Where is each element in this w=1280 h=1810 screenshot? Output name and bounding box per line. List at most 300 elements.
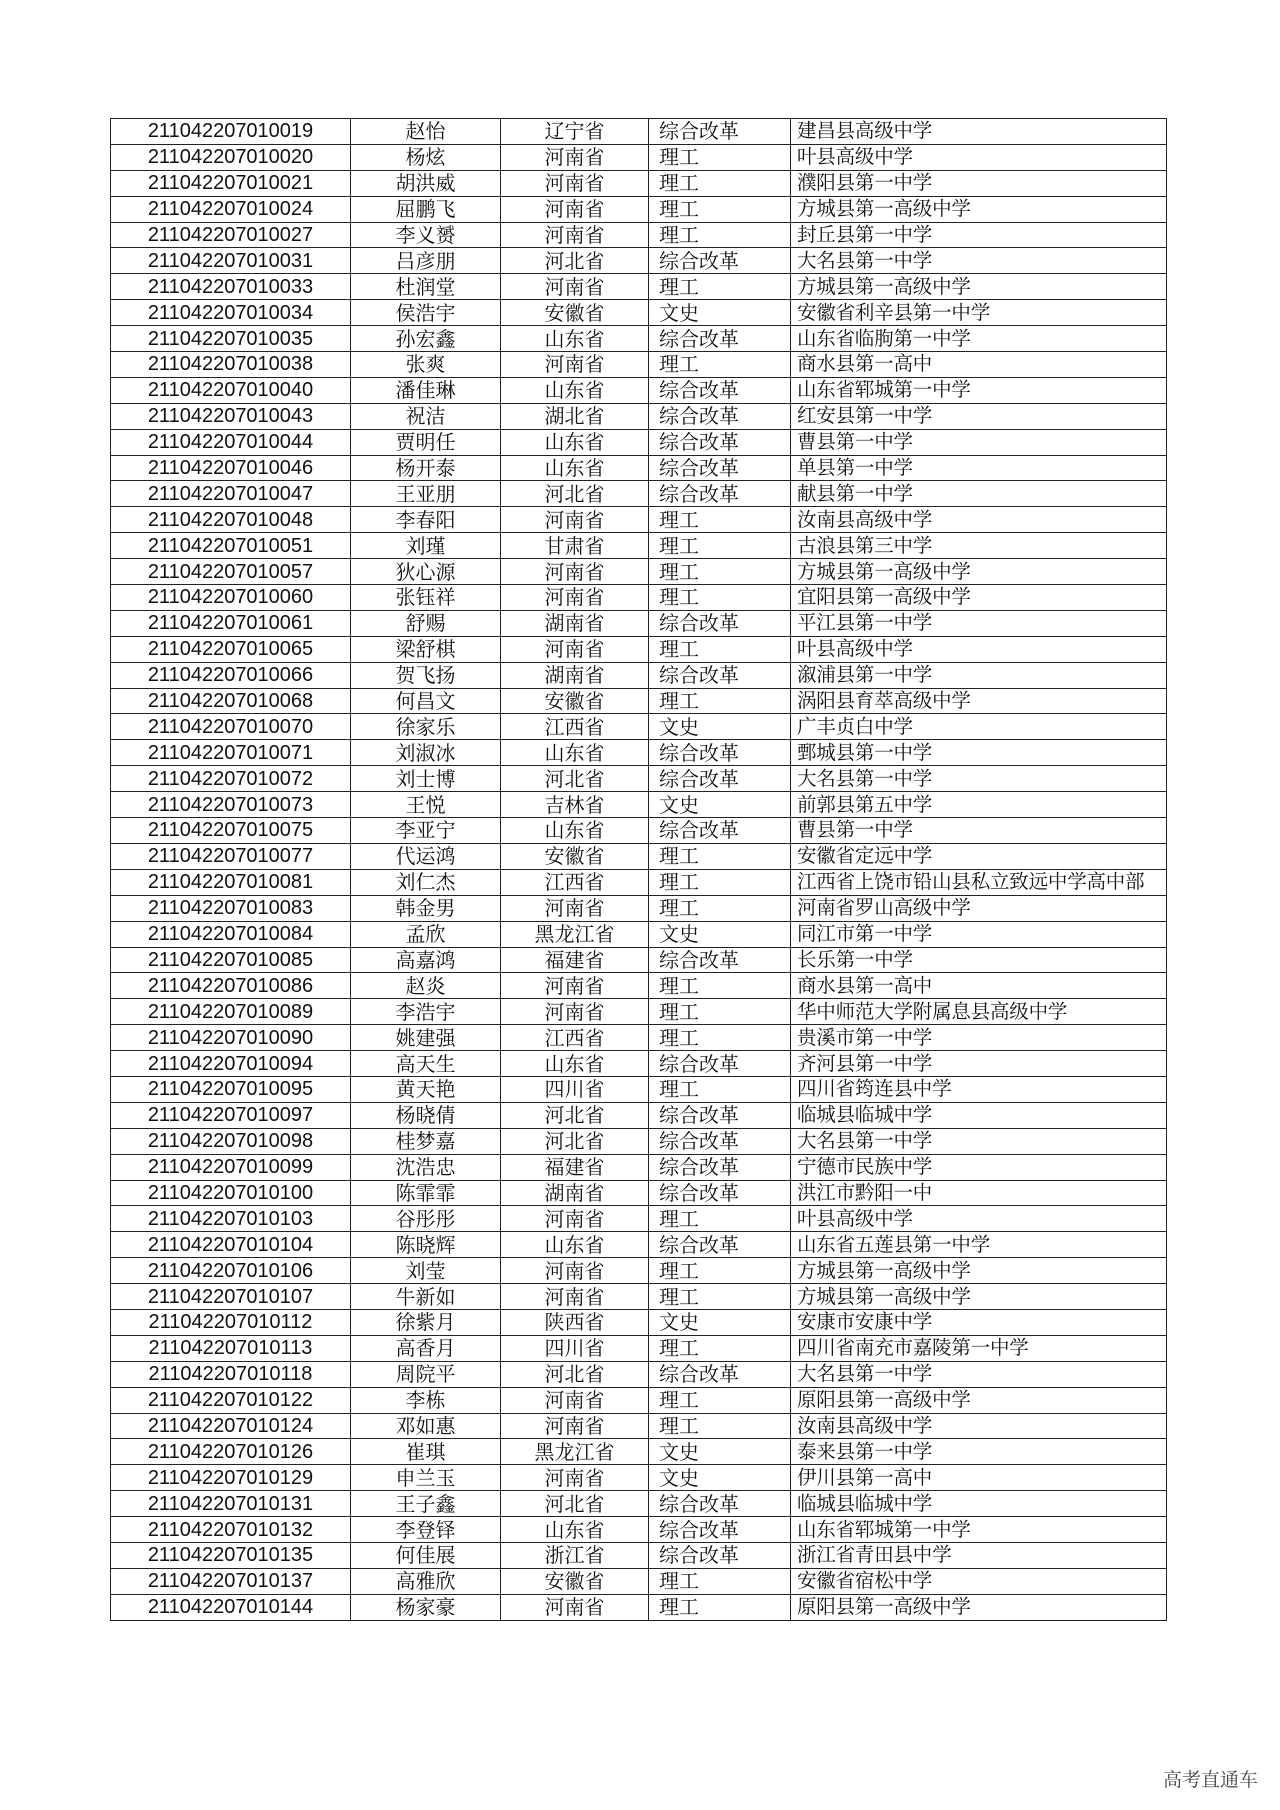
school-cell: 宜阳县第一高级中学: [791, 585, 1167, 611]
category-cell: 理工: [649, 1284, 791, 1310]
table-row: [111, 533, 1167, 559]
province-cell: 江西省: [501, 1025, 649, 1051]
student-id-cell: 211042207010033: [111, 274, 351, 300]
table-row: [111, 1465, 1167, 1491]
category-cell: 综合改革: [649, 740, 791, 766]
student-id-cell: 211042207010024: [111, 196, 351, 222]
school-cell: 山东省郓城第一中学: [791, 377, 1167, 403]
student-id-cell: 211042207010095: [111, 1076, 351, 1102]
province-cell: 河南省: [501, 507, 649, 533]
table-row: [111, 869, 1167, 895]
table-row: [111, 248, 1167, 274]
province-cell: 河南省: [501, 585, 649, 611]
province-cell: 安徽省: [501, 688, 649, 714]
table-row: [111, 1154, 1167, 1180]
category-cell: 理工: [649, 507, 791, 533]
student-name-cell: 谷彤彤: [351, 1206, 501, 1232]
table-row: [111, 429, 1167, 455]
table-row: [111, 818, 1167, 844]
province-cell: 四川省: [501, 1335, 649, 1361]
table-row: [111, 222, 1167, 248]
school-cell: 大名县第一中学: [791, 1361, 1167, 1387]
school-cell: 安康市安康中学: [791, 1309, 1167, 1335]
table-row: [111, 688, 1167, 714]
student-name-cell: 刘淑冰: [351, 740, 501, 766]
province-cell: 河北省: [501, 1491, 649, 1517]
table-row: [111, 300, 1167, 326]
category-cell: 综合改革: [649, 1102, 791, 1128]
student-name-cell: 韩金男: [351, 895, 501, 921]
table-row: [111, 947, 1167, 973]
school-cell: 长乐第一中学: [791, 947, 1167, 973]
school-cell: 叶县高级中学: [791, 144, 1167, 170]
province-cell: 河南省: [501, 636, 649, 662]
province-cell: 河北省: [501, 481, 649, 507]
province-cell: 河南省: [501, 973, 649, 999]
student-name-cell: 杨晓倩: [351, 1102, 501, 1128]
student-id-cell: 211042207010048: [111, 507, 351, 533]
category-cell: 综合改革: [649, 610, 791, 636]
category-cell: 理工: [649, 1568, 791, 1594]
school-cell: 广丰贞白中学: [791, 714, 1167, 740]
student-name-cell: 高香月: [351, 1335, 501, 1361]
student-id-cell: 211042207010066: [111, 662, 351, 688]
category-cell: 综合改革: [649, 119, 791, 145]
student-name-cell: 刘仁杰: [351, 869, 501, 895]
student-id-cell: 211042207010021: [111, 170, 351, 196]
school-cell: 四川省筠连县中学: [791, 1076, 1167, 1102]
school-cell: 前郭县第五中学: [791, 792, 1167, 818]
student-id-cell: 211042207010071: [111, 740, 351, 766]
student-name-cell: 王子鑫: [351, 1491, 501, 1517]
school-cell: 古浪县第三中学: [791, 533, 1167, 559]
province-cell: 安徽省: [501, 1568, 649, 1594]
school-cell: 伊川县第一高中: [791, 1465, 1167, 1491]
student-id-cell: 211042207010107: [111, 1284, 351, 1310]
student-id-cell: 211042207010124: [111, 1413, 351, 1439]
school-cell: 平江县第一中学: [791, 610, 1167, 636]
student-name-cell: 沈浩忠: [351, 1154, 501, 1180]
student-name-cell: 高雅欣: [351, 1568, 501, 1594]
province-cell: 湖北省: [501, 403, 649, 429]
province-cell: 江西省: [501, 869, 649, 895]
student-id-cell: 211042207010070: [111, 714, 351, 740]
school-cell: 红安县第一中学: [791, 403, 1167, 429]
school-cell: 商水县第一高中: [791, 352, 1167, 378]
school-cell: 单县第一中学: [791, 455, 1167, 481]
student-id-cell: 211042207010051: [111, 533, 351, 559]
school-cell: 曹县第一中学: [791, 429, 1167, 455]
student-name-cell: 刘瑾: [351, 533, 501, 559]
student-id-cell: 211042207010044: [111, 429, 351, 455]
category-cell: 理工: [649, 688, 791, 714]
category-cell: 综合改革: [649, 766, 791, 792]
school-cell: 封丘县第一中学: [791, 222, 1167, 248]
table-row: [111, 1258, 1167, 1284]
table-row: [111, 999, 1167, 1025]
table-row: [111, 1128, 1167, 1154]
student-id-cell: 211042207010113: [111, 1335, 351, 1361]
student-id-cell: 211042207010086: [111, 973, 351, 999]
category-cell: 理工: [649, 843, 791, 869]
table-row: [111, 973, 1167, 999]
school-cell: 溆浦县第一中学: [791, 662, 1167, 688]
student-id-cell: 211042207010068: [111, 688, 351, 714]
table-row: [111, 1387, 1167, 1413]
province-cell: 山东省: [501, 740, 649, 766]
student-name-cell: 侯浩宇: [351, 300, 501, 326]
table-row: [111, 610, 1167, 636]
category-cell: 理工: [649, 144, 791, 170]
student-name-cell: 王悦: [351, 792, 501, 818]
school-cell: 安徽省宿松中学: [791, 1568, 1167, 1594]
student-id-cell: 211042207010084: [111, 921, 351, 947]
student-name-cell: 徐家乐: [351, 714, 501, 740]
student-id-cell: 211042207010027: [111, 222, 351, 248]
student-name-cell: 高嘉鸿: [351, 947, 501, 973]
school-cell: 齐河县第一中学: [791, 1051, 1167, 1077]
student-name-cell: 姚建强: [351, 1025, 501, 1051]
table-row: [111, 119, 1167, 145]
student-name-cell: 李义赟: [351, 222, 501, 248]
category-cell: 综合改革: [649, 1361, 791, 1387]
school-cell: 大名县第一中学: [791, 1128, 1167, 1154]
category-cell: 理工: [649, 585, 791, 611]
table-row: [111, 1439, 1167, 1465]
table-row: [111, 559, 1167, 585]
table-row: [111, 843, 1167, 869]
student-id-cell: 211042207010112: [111, 1309, 351, 1335]
school-cell: 山东省郓城第一中学: [791, 1517, 1167, 1543]
student-name-cell: 祝洁: [351, 403, 501, 429]
student-id-cell: 211042207010118: [111, 1361, 351, 1387]
student-id-cell: 211042207010081: [111, 869, 351, 895]
student-name-cell: 李春阳: [351, 507, 501, 533]
province-cell: 福建省: [501, 947, 649, 973]
school-cell: 大名县第一中学: [791, 766, 1167, 792]
table-row: [111, 636, 1167, 662]
province-cell: 河北省: [501, 766, 649, 792]
category-cell: 理工: [649, 1413, 791, 1439]
table-row: [111, 1180, 1167, 1206]
school-cell: 方城县第一高级中学: [791, 1284, 1167, 1310]
province-cell: 山东省: [501, 1232, 649, 1258]
school-cell: 洪江市黔阳一中: [791, 1180, 1167, 1206]
student-name-cell: 牛新如: [351, 1284, 501, 1310]
student-name-cell: 孟欣: [351, 921, 501, 947]
school-cell: 四川省南充市嘉陵第一中学: [791, 1335, 1167, 1361]
table-row: [111, 1542, 1167, 1568]
province-cell: 福建省: [501, 1154, 649, 1180]
student-name-cell: 陈霏霏: [351, 1180, 501, 1206]
school-cell: 江西省上饶市铅山县私立致远中学高中部: [791, 869, 1167, 895]
student-name-cell: 黄天艳: [351, 1076, 501, 1102]
student-id-cell: 211042207010085: [111, 947, 351, 973]
student-id-cell: 211042207010098: [111, 1128, 351, 1154]
student-id-cell: 211042207010038: [111, 352, 351, 378]
province-cell: 河南省: [501, 1258, 649, 1284]
student-id-cell: 211042207010104: [111, 1232, 351, 1258]
student-name-cell: 舒赐: [351, 610, 501, 636]
table-row: [111, 585, 1167, 611]
category-cell: 综合改革: [649, 1154, 791, 1180]
student-name-cell: 李登铎: [351, 1517, 501, 1543]
student-id-cell: 211042207010144: [111, 1594, 351, 1620]
table-row: [111, 921, 1167, 947]
student-name-cell: 贺飞扬: [351, 662, 501, 688]
student-name-cell: 张爽: [351, 352, 501, 378]
category-cell: 理工: [649, 1594, 791, 1620]
school-cell: 方城县第一高级中学: [791, 559, 1167, 585]
student-name-cell: 桂梦嘉: [351, 1128, 501, 1154]
category-cell: 综合改革: [649, 947, 791, 973]
province-cell: 湖南省: [501, 610, 649, 636]
school-cell: 浙江省青田县中学: [791, 1542, 1167, 1568]
category-cell: 文史: [649, 1309, 791, 1335]
table-row: [111, 403, 1167, 429]
province-cell: 安徽省: [501, 300, 649, 326]
student-id-cell: 211042207010132: [111, 1517, 351, 1543]
province-cell: 河南省: [501, 559, 649, 585]
student-name-cell: 崔琪: [351, 1439, 501, 1465]
province-cell: 四川省: [501, 1076, 649, 1102]
student-id-cell: 211042207010034: [111, 300, 351, 326]
student-name-cell: 陈晓辉: [351, 1232, 501, 1258]
student-id-cell: 211042207010100: [111, 1180, 351, 1206]
province-cell: 黑龙江省: [501, 1439, 649, 1465]
table-row: [111, 352, 1167, 378]
student-id-cell: 211042207010129: [111, 1465, 351, 1491]
school-cell: 商水县第一高中: [791, 973, 1167, 999]
category-cell: 综合改革: [649, 377, 791, 403]
school-cell: 汝南县高级中学: [791, 507, 1167, 533]
table-row: [111, 144, 1167, 170]
province-cell: 安徽省: [501, 843, 649, 869]
table-row: [111, 1491, 1167, 1517]
category-cell: 综合改革: [649, 1232, 791, 1258]
table-row: [111, 792, 1167, 818]
school-cell: 河南省罗山高级中学: [791, 895, 1167, 921]
student-id-cell: 211042207010061: [111, 610, 351, 636]
school-cell: 安徽省利辛县第一中学: [791, 300, 1167, 326]
category-cell: 综合改革: [649, 1517, 791, 1543]
student-id-cell: 211042207010137: [111, 1568, 351, 1594]
student-id-cell: 211042207010072: [111, 766, 351, 792]
student-id-cell: 211042207010131: [111, 1491, 351, 1517]
student-name-cell: 申兰玉: [351, 1465, 501, 1491]
table-row: [111, 1413, 1167, 1439]
category-cell: 综合改革: [649, 1051, 791, 1077]
table-row: [111, 1025, 1167, 1051]
province-cell: 辽宁省: [501, 119, 649, 145]
table-row: [111, 1309, 1167, 1335]
category-cell: 理工: [649, 1258, 791, 1284]
province-cell: 湖南省: [501, 662, 649, 688]
category-cell: 综合改革: [649, 403, 791, 429]
student-name-cell: 杜润堂: [351, 274, 501, 300]
student-id-cell: 211042207010090: [111, 1025, 351, 1051]
province-cell: 河南省: [501, 144, 649, 170]
table-row: [111, 1335, 1167, 1361]
school-cell: 曹县第一中学: [791, 818, 1167, 844]
student-id-cell: 211042207010040: [111, 377, 351, 403]
category-cell: 文史: [649, 714, 791, 740]
category-cell: 综合改革: [649, 248, 791, 274]
table-row: [111, 662, 1167, 688]
province-cell: 河北省: [501, 1361, 649, 1387]
table-row: [111, 895, 1167, 921]
school-cell: 献县第一中学: [791, 481, 1167, 507]
school-cell: 方城县第一高级中学: [791, 1258, 1167, 1284]
province-cell: 江西省: [501, 714, 649, 740]
student-id-cell: 211042207010065: [111, 636, 351, 662]
student-name-cell: 刘士博: [351, 766, 501, 792]
table-row: [111, 196, 1167, 222]
category-cell: 综合改革: [649, 481, 791, 507]
table-row: [111, 1568, 1167, 1594]
table-row: [111, 481, 1167, 507]
school-cell: 临城县临城中学: [791, 1102, 1167, 1128]
student-name-cell: 周院平: [351, 1361, 501, 1387]
student-name-cell: 高天生: [351, 1051, 501, 1077]
student-id-cell: 211042207010099: [111, 1154, 351, 1180]
student-id-cell: 211042207010047: [111, 481, 351, 507]
school-cell: 原阳县第一高级中学: [791, 1387, 1167, 1413]
student-id-cell: 211042207010089: [111, 999, 351, 1025]
school-cell: 原阳县第一高级中学: [791, 1594, 1167, 1620]
province-cell: 山东省: [501, 1051, 649, 1077]
student-name-cell: 李浩宇: [351, 999, 501, 1025]
category-cell: 理工: [649, 1335, 791, 1361]
category-cell: 理工: [649, 170, 791, 196]
province-cell: 河北省: [501, 1128, 649, 1154]
student-id-cell: 211042207010094: [111, 1051, 351, 1077]
student-id-cell: 211042207010073: [111, 792, 351, 818]
school-cell: 方城县第一高级中学: [791, 196, 1167, 222]
school-cell: 临城县临城中学: [791, 1491, 1167, 1517]
province-cell: 河南省: [501, 1594, 649, 1620]
student-name-cell: 何昌文: [351, 688, 501, 714]
category-cell: 理工: [649, 559, 791, 585]
student-name-cell: 张钰祥: [351, 585, 501, 611]
category-cell: 理工: [649, 895, 791, 921]
table-row: [111, 1051, 1167, 1077]
province-cell: 山东省: [501, 818, 649, 844]
student-name-cell: 刘莹: [351, 1258, 501, 1284]
province-cell: 山东省: [501, 326, 649, 352]
category-cell: 理工: [649, 973, 791, 999]
table-row: [111, 1284, 1167, 1310]
province-cell: 河南省: [501, 222, 649, 248]
category-cell: 综合改革: [649, 429, 791, 455]
category-cell: 理工: [649, 869, 791, 895]
province-cell: 山东省: [501, 1517, 649, 1543]
category-cell: 综合改革: [649, 1542, 791, 1568]
school-cell: 安徽省定远中学: [791, 843, 1167, 869]
table-row: [111, 1361, 1167, 1387]
category-cell: 文史: [649, 1465, 791, 1491]
student-name-cell: 李栋: [351, 1387, 501, 1413]
school-cell: 山东省五莲县第一中学: [791, 1232, 1167, 1258]
student-id-cell: 211042207010043: [111, 403, 351, 429]
table-row: [111, 377, 1167, 403]
category-cell: 综合改革: [649, 1128, 791, 1154]
province-cell: 黑龙江省: [501, 921, 649, 947]
student-id-cell: 211042207010122: [111, 1387, 351, 1413]
student-name-cell: 潘佳琳: [351, 377, 501, 403]
student-name-cell: 胡洪威: [351, 170, 501, 196]
province-cell: 河北省: [501, 1102, 649, 1128]
student-id-cell: 211042207010057: [111, 559, 351, 585]
category-cell: 文史: [649, 921, 791, 947]
category-cell: 理工: [649, 1387, 791, 1413]
province-cell: 河南省: [501, 1284, 649, 1310]
category-cell: 理工: [649, 533, 791, 559]
school-cell: 叶县高级中学: [791, 636, 1167, 662]
category-cell: 理工: [649, 1206, 791, 1232]
province-cell: 河南省: [501, 1206, 649, 1232]
student-name-cell: 徐紫月: [351, 1309, 501, 1335]
province-cell: 山东省: [501, 455, 649, 481]
student-id-cell: 211042207010020: [111, 144, 351, 170]
province-cell: 山东省: [501, 377, 649, 403]
student-id-cell: 211042207010060: [111, 585, 351, 611]
table-row: [111, 455, 1167, 481]
student-id-cell: 211042207010035: [111, 326, 351, 352]
school-cell: 叶县高级中学: [791, 1206, 1167, 1232]
student-name-cell: 狄心源: [351, 559, 501, 585]
province-cell: 甘肃省: [501, 533, 649, 559]
province-cell: 河南省: [501, 1387, 649, 1413]
student-name-cell: 何佳展: [351, 1542, 501, 1568]
student-name-cell: 屈鹏飞: [351, 196, 501, 222]
student-id-cell: 211042207010126: [111, 1439, 351, 1465]
school-cell: 方城县第一高级中学: [791, 274, 1167, 300]
school-cell: 同江市第一中学: [791, 921, 1167, 947]
province-cell: 河南省: [501, 1465, 649, 1491]
school-cell: 汝南县高级中学: [791, 1413, 1167, 1439]
province-cell: 陕西省: [501, 1309, 649, 1335]
student-id-cell: 211042207010083: [111, 895, 351, 921]
category-cell: 文史: [649, 300, 791, 326]
province-cell: 河南省: [501, 196, 649, 222]
province-cell: 河南省: [501, 895, 649, 921]
student-name-cell: 赵炎: [351, 973, 501, 999]
province-cell: 河北省: [501, 248, 649, 274]
student-name-cell: 赵怡: [351, 119, 501, 145]
table-row: [111, 1102, 1167, 1128]
school-cell: 大名县第一中学: [791, 248, 1167, 274]
province-cell: 河南省: [501, 170, 649, 196]
student-id-cell: 211042207010103: [111, 1206, 351, 1232]
province-cell: 河南省: [501, 352, 649, 378]
student-id-cell: 211042207010031: [111, 248, 351, 274]
table-row: [111, 1076, 1167, 1102]
table-row: [111, 1232, 1167, 1258]
student-id-cell: 211042207010106: [111, 1258, 351, 1284]
table-row: [111, 766, 1167, 792]
student-name-cell: 孙宏鑫: [351, 326, 501, 352]
category-cell: 理工: [649, 999, 791, 1025]
table-row: [111, 714, 1167, 740]
province-cell: 河南省: [501, 274, 649, 300]
table-row: [111, 326, 1167, 352]
student-id-cell: 211042207010097: [111, 1102, 351, 1128]
category-cell: 理工: [649, 1025, 791, 1051]
category-cell: 理工: [649, 352, 791, 378]
student-name-cell: 邓如惠: [351, 1413, 501, 1439]
student-id-cell: 211042207010135: [111, 1542, 351, 1568]
